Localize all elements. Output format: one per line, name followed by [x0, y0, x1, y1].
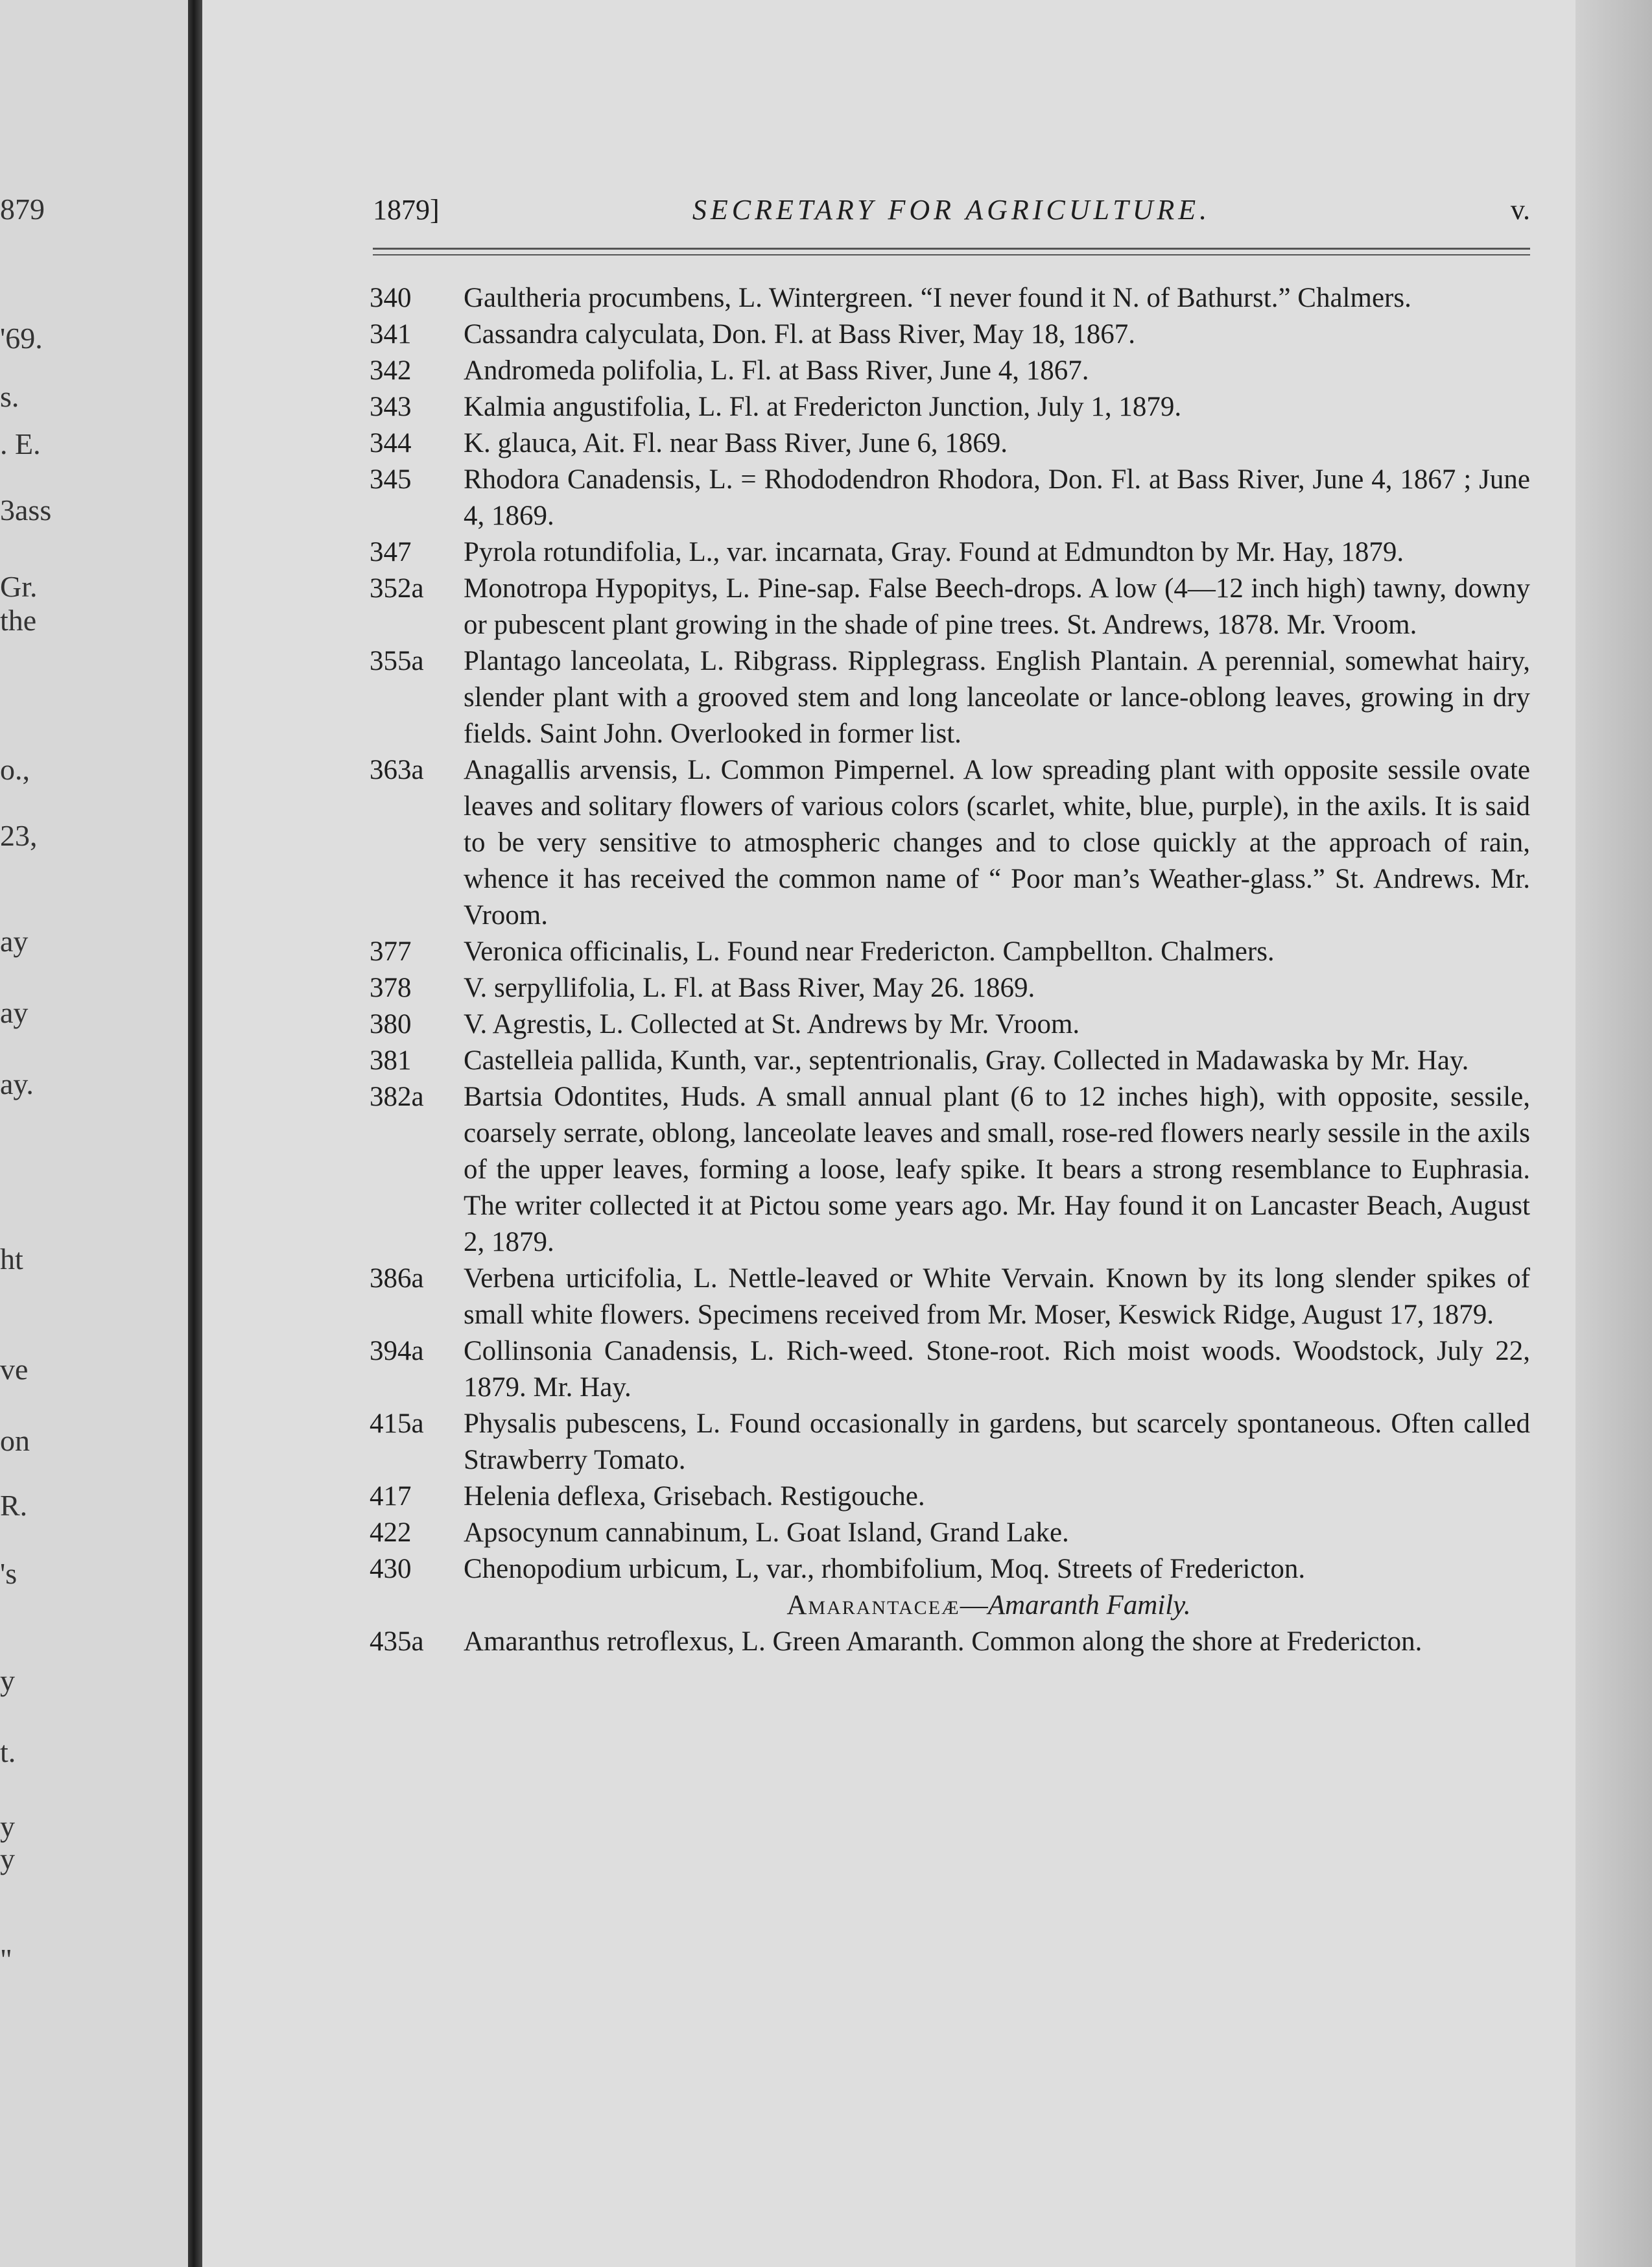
entry-text: V. serpyllifolia, L. Fl. at Bass River, May 26. 1869. — [464, 973, 1035, 1003]
family-name-italic: Amaranth Family. — [987, 1590, 1191, 1620]
entry-text: Andromeda polifolia, L. Fl. at Bass River, June 4, 1867. — [464, 355, 1089, 386]
entry-number: 344 — [370, 428, 412, 458]
left-page-edge — [0, 0, 189, 2267]
left-fragment: 's — [0, 1557, 18, 1590]
header-page-number: v. — [1510, 194, 1530, 226]
left-fragment: . E. — [0, 427, 41, 460]
entry-number: 435a — [370, 1626, 424, 1657]
list-entry — [370, 1261, 1530, 1333]
entry-text: Cassandra calyculata, Don. Fl. at Bass River, May 18, 1867. — [464, 319, 1136, 350]
entry-number: 380 — [370, 1009, 412, 1039]
list-entry — [370, 1333, 1530, 1406]
list-entry — [370, 389, 1530, 425]
entry-text: Monotropa Hypopitys, L. Pine-sap. False Beech-drops. A low (4—12 inch high) tawny, downy or pubescent plant growing in the shade of pine trees. St. Andrews, 1878. Mr. Vroom. — [464, 573, 1530, 640]
left-fragment: ay — [0, 925, 29, 958]
header-year: 1879] — [373, 194, 440, 226]
family-name-caps: Amarantaceæ — [786, 1590, 960, 1620]
left-fragment: y — [0, 1664, 15, 1697]
left-fragment: ay. — [0, 1067, 34, 1100]
left-fragment: t. — [0, 1735, 16, 1768]
entry-number: 378 — [370, 973, 412, 1003]
entry-text: Plantago lanceolata, L. Ribgrass. Ripplegrass. English Plantain. A perennial, somewhat hairy, slender plant with a grooved stem and long lanceolate or lance-oblong leaves, growing in dry fields. Saint John. Overlooked in former list. — [464, 646, 1530, 749]
list-entry — [370, 316, 1530, 353]
entry-number: 394a — [370, 1336, 424, 1366]
entry-text: Physalis pubescens, L. Found occasionally in gardens, but scarcely spontaneous. Often called Strawberry Tomato. — [464, 1408, 1530, 1475]
entry-number: 355a — [370, 646, 424, 676]
left-fragment: 23, — [0, 819, 38, 852]
entry-number: 347 — [370, 537, 412, 567]
entry-number: 343 — [370, 392, 412, 422]
list-entry — [370, 1515, 1530, 1551]
entry-text: Bartsia Odontites, Huds. A small annual plant (6 to 12 inches high), with opposite, sessile, coarsely serrate, oblong, lanceolate leaves and small, rose-red flowers nearly sessile in the axils of the upper leaves, forming a loose, leafy spike. It bears a strong resemblance to Euphrasia. The writer collected it at Pictou some years ago. Mr. Hay found it on Lancaster Beach, August 2, 1879. — [464, 1082, 1530, 1257]
entry-number: 381 — [370, 1045, 412, 1076]
list-entry — [370, 970, 1530, 1006]
entry-number: 415a — [370, 1408, 424, 1439]
entry-number: 341 — [370, 319, 412, 350]
list-entry — [370, 1478, 1530, 1515]
entry-number: 345 — [370, 464, 412, 495]
left-fragment: s. — [0, 380, 19, 413]
entry-text: Gaultheria procumbens, L. Wintergreen. “I never found it N. of Bathurst.” Chalmers. — [464, 283, 1411, 313]
list-entry — [370, 534, 1530, 571]
entry-number: 352a — [370, 573, 424, 604]
left-fragment: R. — [0, 1489, 28, 1522]
entry-number: 422 — [370, 1517, 412, 1548]
list-entry — [370, 643, 1530, 752]
species-list — [370, 280, 1530, 1660]
list-entry — [370, 1079, 1530, 1261]
entry-text: Amaranthus retroflexus, L. Green Amaranth. Common along the shore at Fredericton. — [464, 1626, 1422, 1657]
list-entry — [370, 571, 1530, 643]
entry-text: Castelleia pallida, Kunth, var., septentrionalis, Gray. Collected in Madawaska by Mr. Hay. — [464, 1045, 1469, 1076]
page-edge-shadow — [1575, 0, 1652, 2267]
entry-number: 430 — [370, 1554, 412, 1584]
left-fragment: Gr. — [0, 570, 38, 603]
list-entry — [370, 1006, 1530, 1043]
left-fragment: ve — [0, 1353, 29, 1386]
left-fragment: 3ass — [0, 493, 52, 527]
list-entry — [370, 353, 1530, 389]
entry-number: 342 — [370, 355, 412, 386]
left-fragment: y — [0, 1810, 15, 1843]
list-entry — [370, 425, 1530, 462]
entry-number: 377 — [370, 936, 412, 967]
entry-text: Verbena urticifolia, L. Nettle-leaved or White Vervain. Known by its long slender spikes of small white flowers. Specimens received from Mr. Moser, Keswick Ridge, August 17, 1879. — [464, 1263, 1530, 1330]
list-entry — [370, 1406, 1530, 1478]
left-fragment: y — [0, 1842, 15, 1875]
header-rule-thin — [373, 254, 1530, 255]
entry-text: Veronica officinalis, L. Found near Fredericton. Campbellton. Chalmers. — [464, 936, 1275, 967]
list-entry — [370, 1043, 1530, 1079]
entry-text: Apsocynum cannabinum, L. Goat Island, Grand Lake. — [464, 1517, 1069, 1548]
left-fragment: ay — [0, 996, 29, 1029]
entry-number: 382a — [370, 1082, 424, 1112]
family-heading — [370, 1587, 1530, 1624]
entry-text: K. glauca, Ait. Fl. near Bass River, June 6, 1869. — [464, 428, 1008, 458]
left-fragment: ht — [0, 1242, 23, 1276]
left-fragment: on — [0, 1424, 30, 1457]
list-entry — [370, 752, 1530, 934]
entry-text: Kalmia angustifolia, L. Fl. at Fredericton Junction, July 1, 1879. — [464, 392, 1182, 422]
list-entry — [370, 462, 1530, 534]
running-header — [373, 188, 1530, 233]
entry-text: Helenia deflexa, Grisebach. Restigouche. — [464, 1481, 925, 1512]
book-gutter — [188, 0, 202, 2267]
list-entry — [370, 934, 1530, 970]
left-fragment: " — [0, 1943, 12, 1976]
header-title: SECRETARY FOR AGRICULTURE. — [692, 194, 1211, 226]
left-fragment: the — [0, 604, 37, 637]
list-entry — [370, 1551, 1530, 1587]
entry-text: Collinsonia Canadensis, L. Rich-weed. Stone-root. Rich moist woods. Woodstock, July 22, 1879. Mr. Hay. — [464, 1336, 1530, 1403]
list-entry — [370, 1624, 1530, 1660]
entry-text: Pyrola rotundifolia, L., var. incarnata, Gray. Found at Edmundton by Mr. Hay, 1879. — [464, 537, 1404, 567]
left-fragment: '69. — [0, 322, 43, 355]
entry-number: 363a — [370, 755, 424, 785]
entry-number: 386a — [370, 1263, 424, 1294]
list-entry — [370, 280, 1530, 316]
entry-text: V. Agrestis, L. Collected at St. Andrews by Mr. Vroom. — [464, 1009, 1080, 1039]
entry-text: Anagallis arvensis, L. Common Pimpernel. A low spreading plant with opposite sessile ovate leaves and solitary flowers of various colors (scarlet, white, blue, purple), in the axils. It is said to be very sensitive to atmospheric changes and to close quickly at the approach of rain, whence it has received the common name of “ Poor man’s Weather-glass.” St. Andrews. Mr. Vroom. — [464, 755, 1530, 931]
family-dash: — — [960, 1590, 988, 1620]
entry-number: 340 — [370, 283, 412, 313]
left-fragment: 879 — [0, 193, 45, 226]
entry-text: Rhodora Canadensis, L. = Rhododendron Rhodora, Don. Fl. at Bass River, June 4, 1867 ; June 4, 1869. — [464, 464, 1530, 531]
header-rule — [373, 248, 1530, 250]
left-fragment: o., — [0, 753, 30, 786]
entry-text: Chenopodium urbicum, L, var., rhombifolium, Moq. Streets of Fredericton. — [464, 1554, 1306, 1584]
entry-number: 417 — [370, 1481, 412, 1512]
